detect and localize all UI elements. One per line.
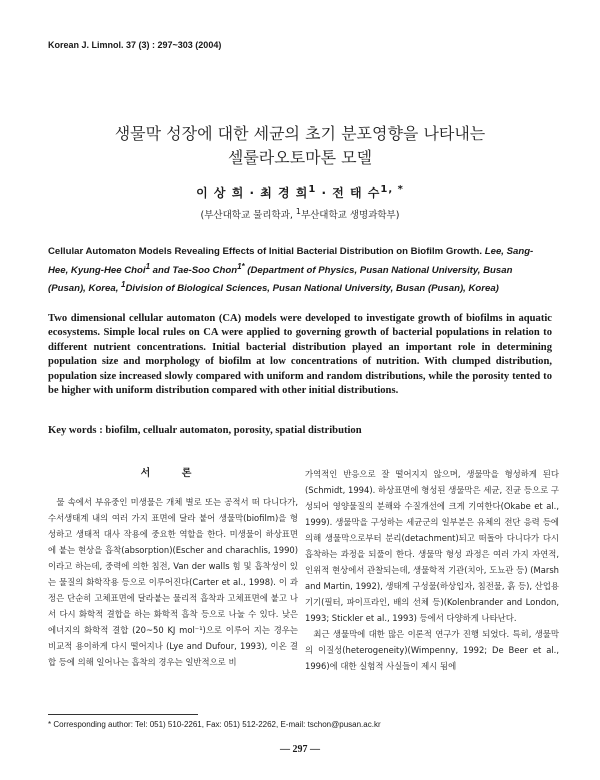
affil-part-2: 부산대학교 생명과학부) (300, 210, 400, 222)
footnote-divider (48, 714, 198, 715)
author-sup-2: 1, * (380, 184, 404, 195)
korean-affiliation (0, 207, 600, 221)
english-title: Cellular Automaton Models Revealing Effects of Initial Bacterial Distribution on Biofilm Growth. (48, 246, 483, 257)
footnote: * Corresponding author: Tel: 051) 510-2261, Fax: 051) 512-2262, E-mail: tschon@pusan.ac.kr (48, 720, 381, 729)
title-line-2: 셀룰라오토마톤 모델 (227, 148, 373, 167)
keywords: Key words : biofilm, cellualr automaton, porosity, spatial distribution (48, 425, 362, 436)
affil-part-1: (부산대학교 물리학과, (200, 210, 296, 222)
english-affil-sup: 1 (121, 280, 126, 290)
right-column (305, 466, 559, 674)
english-authors-b: and Tae-Soo Chon (150, 264, 238, 276)
right-paragraph-1: 가역적인 반응으로 잘 떨어지지 않으며, 생물막을 형성하게 된다(Schmidt, 1994). 하상표면에 형성된 생물막은 세균, 진균 등으로 구성되어 영양물질의 분해와 수질개선에 크게 기여한다(Okabe et al., 1999). 생물막을 구성하는 세균군의 일부분은 유체의 전단 응력 등에 의해 생물막으로부터 분리(detachment)되고 떠돌아 다니다가 다시 흡착하는 과정을 되풀이 한다. 생물막 형성 과정은 여러 가지 자연적, 인위적 현상에서 관찰되는데, 생물학적 기관(치아, 도뇨관 등) (Marsh and Martin, 1992), 생태계 구성물(하상입자, 침전물, 흙 등), 산업용 기기(필터, 파이프라인, 배의 선체 등)(Kolenbrander and London, 1993; Stickler et al., 1993) 등에서 다양하게 나타난다. (305, 469, 559, 623)
english-title-block (48, 245, 552, 297)
english-affil-b: Division of Biological Sciences, Pusan National University, Busan (Pusan), Korea) (125, 283, 499, 295)
author-part-1: 이 상 희 · 최 경 희 (196, 186, 309, 200)
english-authors-a: Lee, Sang-Hee, Kyung-Hee Choi (48, 246, 534, 276)
title-line-1: 생물막 성장에 대한 세균의 초기 분포영향을 나타내는 (114, 124, 486, 143)
korean-authors (0, 184, 600, 201)
english-authors-sup-1: 1 (145, 261, 151, 271)
left-column-text: 물 속에서 부유중인 미생물은 개체 별로 또는 공적서 떠 다니다가, 수서생태계 내의 여러 가지 표면에 달라 붙어 생물막(biofilm)을 형성하고 생태적 대사 작용에 중요한 역할을 한다. 미생물이 하상표면에 붙는 현상을 흡착(absorption)(Escher and charachlis, 1990)이라고 하는데, 중력에 의한 침전, Van der walls 힘 및 흡착성이 있는 물질의 화학작용 등으로 이루어진다(Carter et al., 1998). 이 과정은 단순히 고체표면에 달라붙는 물리적 흡착과 고체표면에 붙고 나서 다시 화학적 결합을 하는 화학적 흡착 등으로 나눌 수 있다. 낮은 에너지의 화학적 결합 (20~50 KJ mol⁻¹)으로 이루어 지는 경우는 비교적 용이하게 다시 떨어지나 (Lye and Dufour, 1993), 이온 결합 등에 의해 일어나는 흡착의 경우는 일반적으로 비 (48, 497, 298, 667)
left-column (48, 466, 298, 670)
affil-sup: 1 (295, 207, 301, 216)
author-sup-1: 1 (308, 184, 317, 195)
english-authors-sup-2: 1* (237, 261, 245, 271)
abstract: Two dimensional cellular automaton (CA) models were developed to investigate growth of biofilms in aquatic ecosystems. Simple local rules on CA were applied to governing growth of bacterial populations in relation to different nutrient concentrations. Initial bacterial distribution played an important role in determining population size and morphology of biofilm at low concentrations of nutrition. With clumped distribution, population size increased slowly compared with uniform and random distributions, while the porosity tented to be higher with uniform distribution compared with other initial distributions. (48, 313, 552, 397)
korean-title (40, 122, 560, 170)
right-paragraph-2: 최근 생물막에 대한 많은 이론적 연구가 진행 되었다. 특히, 생물막의 이질성(heterogeneity)(Wimpenny, 1992; De Beer et al., 1996)에 대한 실험적 사실들이 제시 됨에 (305, 629, 559, 671)
page-number: — 297 — (280, 744, 320, 755)
journal-citation: Korean J. Limnol. 37 (3) : 297~303 (2004) (48, 40, 222, 50)
author-part-2: · 전 태 수 (316, 186, 381, 200)
section-heading: 서 론 (140, 468, 206, 479)
english-affil-a: (Department of Physics, Pusan National University, Busan (Pusan), Korea, (48, 264, 513, 295)
